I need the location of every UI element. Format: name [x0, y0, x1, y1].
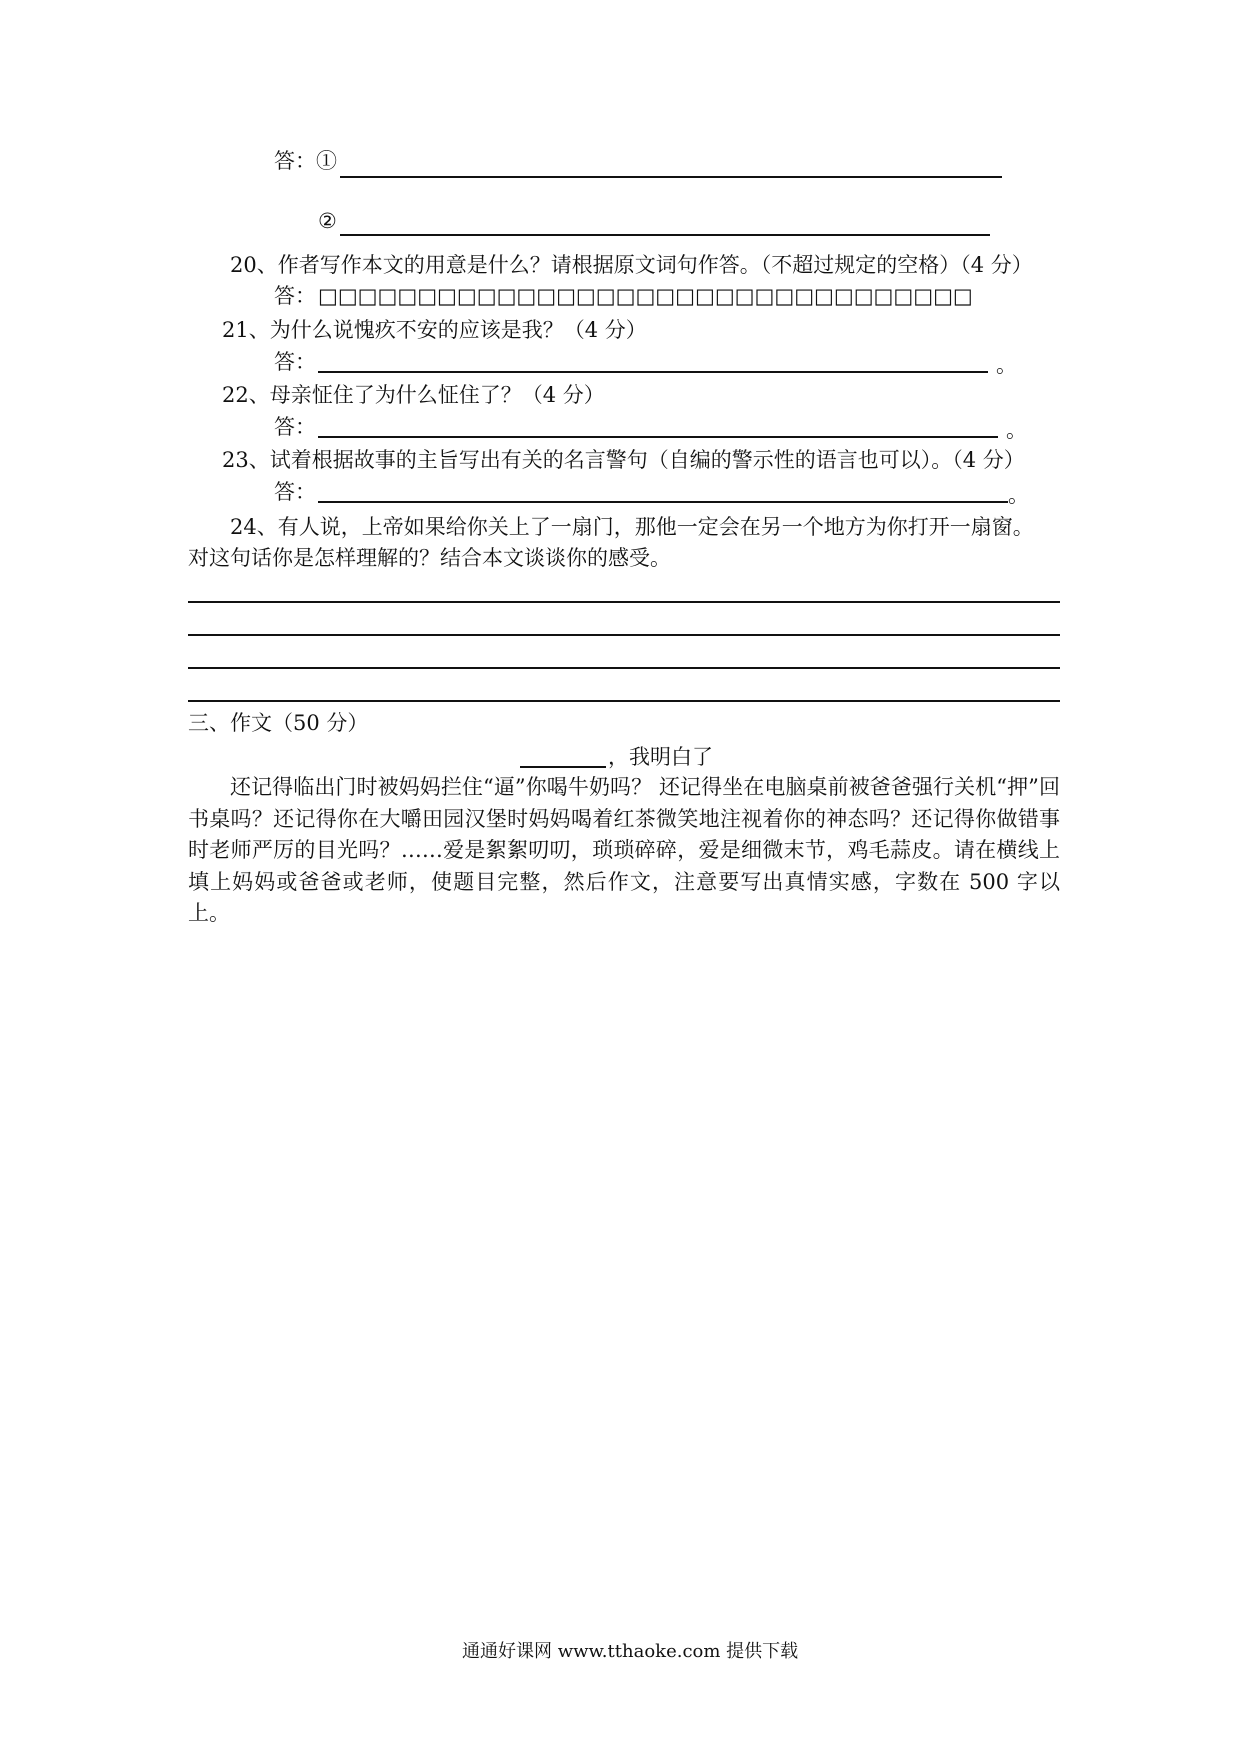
question-24-answer-line-4[interactable] — [188, 700, 1060, 702]
answer-19-label: 答：① — [274, 149, 337, 173]
question-24-line-2: 对这句话你是怎样理解的？结合本文谈谈你的感受。 — [188, 546, 671, 570]
question-24-answer-line-2[interactable] — [188, 634, 1060, 636]
answer-19-line-1[interactable] — [340, 176, 1002, 178]
composition-title-blank[interactable] — [520, 766, 606, 768]
question-21-end-mark: 。 — [996, 353, 1017, 377]
question-24-answer-line-1[interactable] — [188, 601, 1060, 603]
question-23: 23、试着根据故事的主旨写出有关的名言警句（自编的警示性的语言也可以）。（4 分） — [222, 448, 1025, 472]
question-24-line-1: 24、有人说，上帝如果给你关上了一扇门，那他一定会在另一个地方为你打开一扇窗。 — [230, 515, 1034, 539]
question-22-end-mark: 。 — [1006, 418, 1027, 442]
question-20-answer-label: 答： — [274, 284, 316, 308]
answer-19-marker-2: ② — [318, 209, 337, 233]
section-3-heading: 三、作文（50 分） — [188, 711, 369, 735]
question-22-answer-line[interactable] — [318, 436, 998, 438]
question-23-answer-line[interactable] — [318, 501, 1008, 503]
question-24-answer-line-3[interactable] — [188, 667, 1060, 669]
question-20-answer-boxes[interactable]: □□□□□□□□□□□□□□□□□□□□□□□□□□□□□□□□□ — [318, 284, 973, 308]
question-20: 20、作者写作本文的用意是什么？请根据原文词句作答。（不超过规定的空格）（4 分） — [230, 253, 1033, 277]
question-21: 21、为什么说愧疚不安的应该是我？（4 分） — [222, 318, 647, 342]
footer-text: 通通好课网 www.tthaoke.com 提供下载 — [462, 1641, 799, 1662]
question-21-answer-line[interactable] — [318, 371, 988, 373]
question-23-answer-label: 答： — [274, 480, 316, 504]
question-23-end-mark: 。 — [1008, 483, 1029, 507]
question-21-answer-label: 答： — [274, 350, 316, 374]
answer-19-line-2[interactable] — [340, 234, 990, 236]
question-22: 22、母亲怔住了为什么怔住了？（4 分） — [222, 383, 605, 407]
composition-title-suffix: ，我明白了 — [608, 745, 713, 769]
composition-prompt: 还记得临出门时被妈妈拦住“逼”你喝牛奶吗？ 还记得坐在电脑桌前被爸爸强行关机“押”回书桌吗？还记得你在大嚼田园汉堡时妈妈喝着红茶微笑地注视着你的神态吗？还记得你做错事时老师严厉的目光吗？……爱是絮絮叨叨，琐琐碎碎，爱是细微末节，鸡毛蒜皮。请在横线上填上妈妈或爸爸或老师，使题目完整，然后作文，注意要写出真情实感，字数在 500 字以上。 — [188, 775, 1060, 925]
question-22-answer-label: 答： — [274, 415, 316, 439]
